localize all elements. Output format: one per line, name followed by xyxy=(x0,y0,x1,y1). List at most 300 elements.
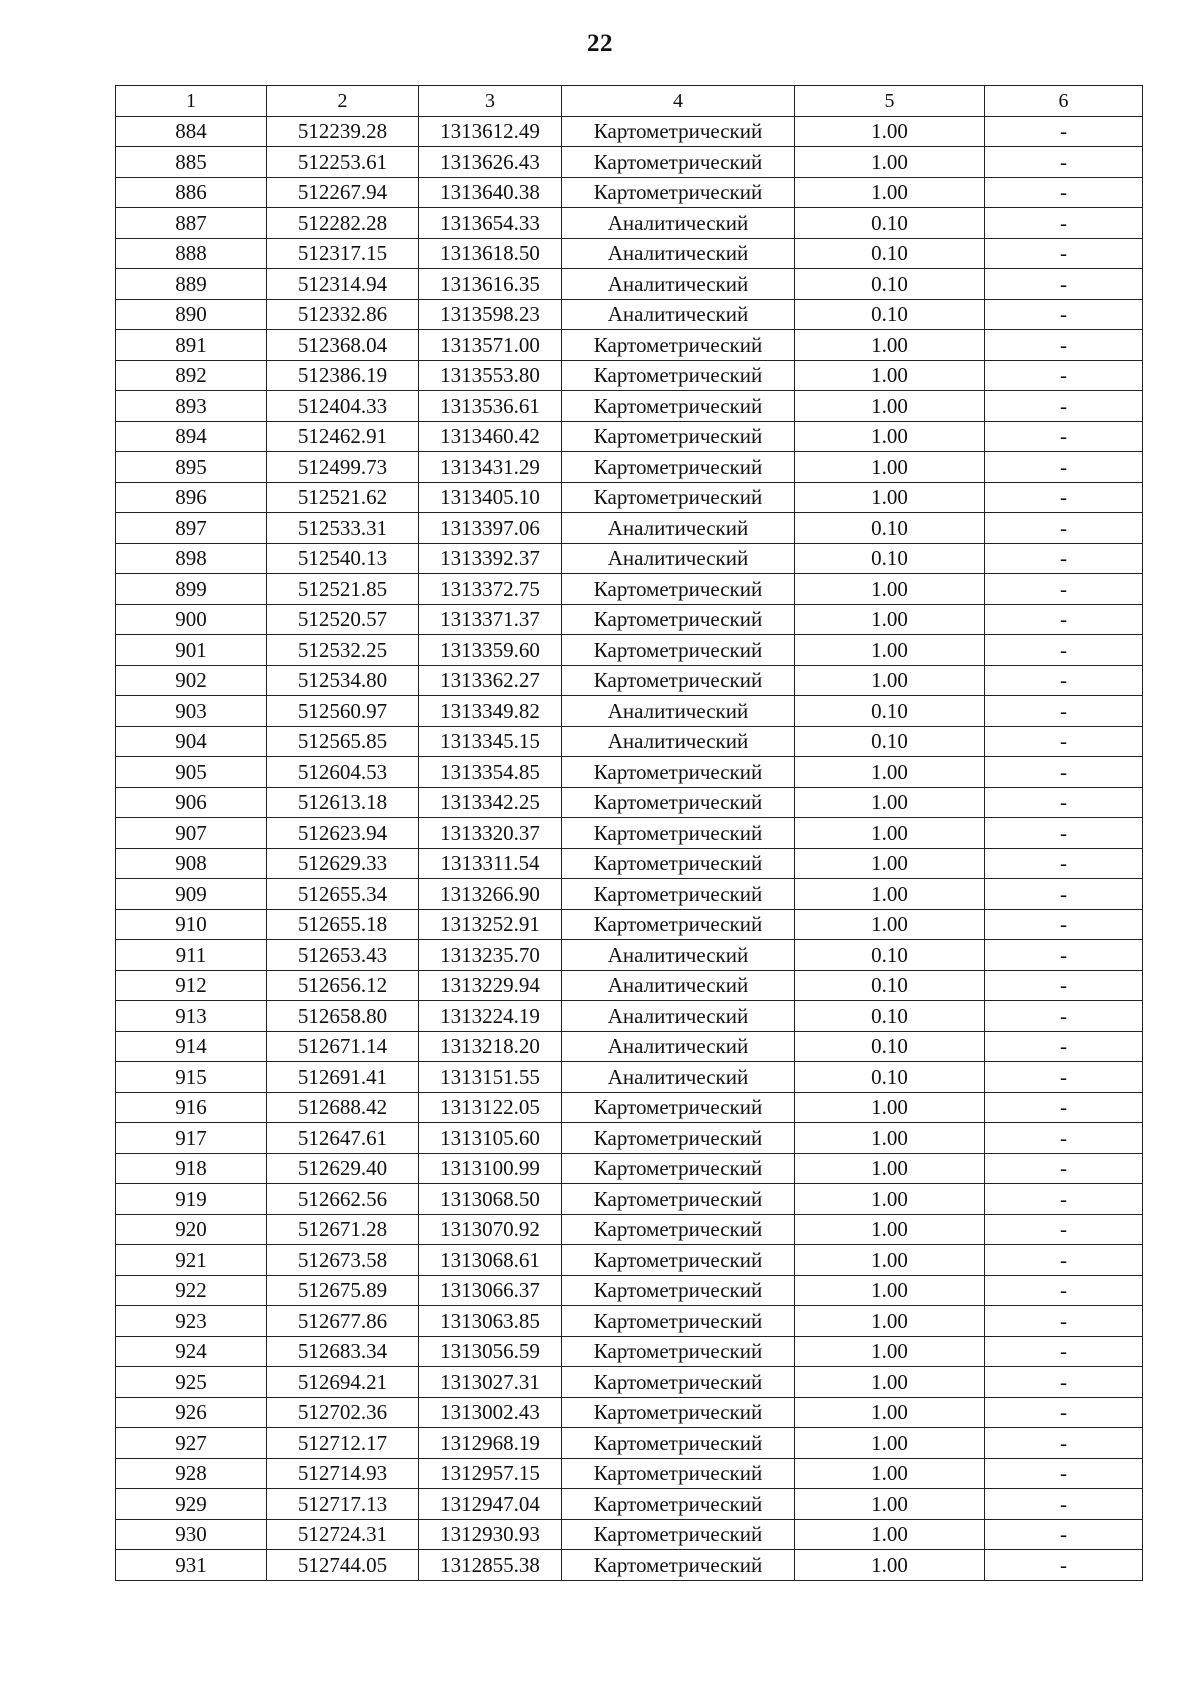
table-row xyxy=(116,269,1143,300)
note-cell: - xyxy=(985,726,1143,757)
note-cell: - xyxy=(985,1519,1143,1550)
accuracy-cell: 1.00 xyxy=(795,360,985,391)
note-cell: - xyxy=(985,1275,1143,1306)
method-cell: Картометрический xyxy=(562,1184,795,1215)
y-coordinate-cell: 1313311.54 xyxy=(419,848,562,879)
x-coordinate-cell: 512317.15 xyxy=(267,238,419,269)
y-coordinate-cell: 1313640.38 xyxy=(419,177,562,208)
method-cell: Картометрический xyxy=(562,1123,795,1154)
x-coordinate-cell: 512253.61 xyxy=(267,147,419,178)
table-row xyxy=(116,1397,1143,1428)
accuracy-cell: 1.00 xyxy=(795,879,985,910)
y-coordinate-cell: 1313342.25 xyxy=(419,787,562,818)
table-row xyxy=(116,360,1143,391)
page-number: 22 xyxy=(587,30,613,57)
point-number-cell: 918 xyxy=(116,1153,267,1184)
method-cell: Картометрический xyxy=(562,116,795,147)
point-number-cell: 897 xyxy=(116,513,267,544)
method-cell: Картометрический xyxy=(562,391,795,422)
accuracy-cell: 1.00 xyxy=(795,1123,985,1154)
method-cell: Картометрический xyxy=(562,879,795,910)
note-cell: - xyxy=(985,1214,1143,1245)
point-number-cell: 928 xyxy=(116,1458,267,1489)
table-row xyxy=(116,635,1143,666)
x-coordinate-cell: 512656.12 xyxy=(267,970,419,1001)
y-coordinate-cell: 1313536.61 xyxy=(419,391,562,422)
table-row xyxy=(116,1489,1143,1520)
x-coordinate-cell: 512691.41 xyxy=(267,1062,419,1093)
method-cell: Аналитический xyxy=(562,208,795,239)
accuracy-cell: 1.00 xyxy=(795,635,985,666)
note-cell: - xyxy=(985,1245,1143,1276)
point-number-cell: 896 xyxy=(116,482,267,513)
point-number-cell: 901 xyxy=(116,635,267,666)
accuracy-cell: 1.00 xyxy=(795,452,985,483)
accuracy-cell: 1.00 xyxy=(795,1519,985,1550)
accuracy-cell: 0.10 xyxy=(795,238,985,269)
x-coordinate-cell: 512533.31 xyxy=(267,513,419,544)
x-coordinate-cell: 512623.94 xyxy=(267,818,419,849)
x-coordinate-cell: 512540.13 xyxy=(267,543,419,574)
accuracy-cell: 1.00 xyxy=(795,421,985,452)
accuracy-cell: 1.00 xyxy=(795,391,985,422)
table-row xyxy=(116,543,1143,574)
accuracy-cell: 0.10 xyxy=(795,543,985,574)
accuracy-cell: 1.00 xyxy=(795,787,985,818)
table-row xyxy=(116,330,1143,361)
method-cell: Картометрический xyxy=(562,1489,795,1520)
method-cell: Картометрический xyxy=(562,452,795,483)
note-cell: - xyxy=(985,757,1143,788)
accuracy-cell: 0.10 xyxy=(795,513,985,544)
method-cell: Аналитический xyxy=(562,513,795,544)
table-row xyxy=(116,940,1143,971)
accuracy-cell: 1.00 xyxy=(795,604,985,635)
x-coordinate-cell: 512386.19 xyxy=(267,360,419,391)
table-header xyxy=(116,86,1143,117)
accuracy-cell: 1.00 xyxy=(795,1458,985,1489)
accuracy-cell: 1.00 xyxy=(795,909,985,940)
point-number-cell: 905 xyxy=(116,757,267,788)
method-cell: Картометрический xyxy=(562,1367,795,1398)
point-number-cell: 895 xyxy=(116,452,267,483)
y-coordinate-cell: 1313151.55 xyxy=(419,1062,562,1093)
y-coordinate-cell: 1313100.99 xyxy=(419,1153,562,1184)
method-cell: Аналитический xyxy=(562,269,795,300)
note-cell: - xyxy=(985,1550,1143,1581)
method-cell: Картометрический xyxy=(562,147,795,178)
table-row xyxy=(116,1123,1143,1154)
y-coordinate-cell: 1312947.04 xyxy=(419,1489,562,1520)
x-coordinate-cell: 512314.94 xyxy=(267,269,419,300)
table-row xyxy=(116,604,1143,635)
accuracy-cell: 1.00 xyxy=(795,1397,985,1428)
y-coordinate-cell: 1313371.37 xyxy=(419,604,562,635)
note-cell: - xyxy=(985,1306,1143,1337)
accuracy-cell: 0.10 xyxy=(795,1062,985,1093)
table-row xyxy=(116,1062,1143,1093)
note-cell: - xyxy=(985,360,1143,391)
method-cell: Аналитический xyxy=(562,940,795,971)
y-coordinate-cell: 1313405.10 xyxy=(419,482,562,513)
point-number-cell: 890 xyxy=(116,299,267,330)
x-coordinate-cell: 512560.97 xyxy=(267,696,419,727)
note-cell: - xyxy=(985,208,1143,239)
y-coordinate-cell: 1313070.92 xyxy=(419,1214,562,1245)
x-coordinate-cell: 512267.94 xyxy=(267,177,419,208)
note-cell: - xyxy=(985,1458,1143,1489)
point-number-cell: 922 xyxy=(116,1275,267,1306)
note-cell: - xyxy=(985,665,1143,696)
note-cell: - xyxy=(985,1031,1143,1062)
table-row xyxy=(116,116,1143,147)
note-cell: - xyxy=(985,421,1143,452)
point-number-cell: 925 xyxy=(116,1367,267,1398)
table-row xyxy=(116,1275,1143,1306)
method-cell: Картометрический xyxy=(562,177,795,208)
method-cell: Картометрический xyxy=(562,1428,795,1459)
point-number-cell: 891 xyxy=(116,330,267,361)
y-coordinate-cell: 1313397.06 xyxy=(419,513,562,544)
x-coordinate-cell: 512499.73 xyxy=(267,452,419,483)
method-cell: Картометрический xyxy=(562,635,795,666)
table-row xyxy=(116,1428,1143,1459)
table-row xyxy=(116,238,1143,269)
note-cell: - xyxy=(985,635,1143,666)
point-number-cell: 910 xyxy=(116,909,267,940)
note-cell: - xyxy=(985,574,1143,605)
accuracy-cell: 0.10 xyxy=(795,1001,985,1032)
method-cell: Аналитический xyxy=(562,299,795,330)
point-number-cell: 913 xyxy=(116,1001,267,1032)
accuracy-cell: 1.00 xyxy=(795,1550,985,1581)
point-number-cell: 927 xyxy=(116,1428,267,1459)
table-row xyxy=(116,1153,1143,1184)
note-cell: - xyxy=(985,177,1143,208)
note-cell: - xyxy=(985,1123,1143,1154)
x-coordinate-cell: 512717.13 xyxy=(267,1489,419,1520)
point-number-cell: 916 xyxy=(116,1092,267,1123)
table-row xyxy=(116,1184,1143,1215)
x-coordinate-cell: 512629.40 xyxy=(267,1153,419,1184)
method-cell: Аналитический xyxy=(562,726,795,757)
y-coordinate-cell: 1313122.05 xyxy=(419,1092,562,1123)
table-row xyxy=(116,1214,1143,1245)
table-row xyxy=(116,482,1143,513)
y-coordinate-cell: 1312855.38 xyxy=(419,1550,562,1581)
x-coordinate-cell: 512673.58 xyxy=(267,1245,419,1276)
point-number-cell: 899 xyxy=(116,574,267,605)
column-header: 5 xyxy=(795,86,985,117)
point-number-cell: 893 xyxy=(116,391,267,422)
y-coordinate-cell: 1313066.37 xyxy=(419,1275,562,1306)
x-coordinate-cell: 512521.62 xyxy=(267,482,419,513)
method-cell: Картометрический xyxy=(562,360,795,391)
point-number-cell: 906 xyxy=(116,787,267,818)
point-number-cell: 931 xyxy=(116,1550,267,1581)
point-number-cell: 920 xyxy=(116,1214,267,1245)
method-cell: Картометрический xyxy=(562,1397,795,1428)
table-row xyxy=(116,787,1143,818)
table-row xyxy=(116,1367,1143,1398)
y-coordinate-cell: 1313626.43 xyxy=(419,147,562,178)
method-cell: Аналитический xyxy=(562,970,795,1001)
header-row xyxy=(116,86,1143,117)
accuracy-cell: 1.00 xyxy=(795,177,985,208)
x-coordinate-cell: 512239.28 xyxy=(267,116,419,147)
x-coordinate-cell: 512662.56 xyxy=(267,1184,419,1215)
note-cell: - xyxy=(985,147,1143,178)
accuracy-cell: 0.10 xyxy=(795,299,985,330)
y-coordinate-cell: 1313229.94 xyxy=(419,970,562,1001)
accuracy-cell: 1.00 xyxy=(795,1184,985,1215)
column-header: 2 xyxy=(267,86,419,117)
note-cell: - xyxy=(985,238,1143,269)
point-number-cell: 886 xyxy=(116,177,267,208)
note-cell: - xyxy=(985,787,1143,818)
point-number-cell: 894 xyxy=(116,421,267,452)
x-coordinate-cell: 512653.43 xyxy=(267,940,419,971)
x-coordinate-cell: 512462.91 xyxy=(267,421,419,452)
table-row xyxy=(116,818,1143,849)
method-cell: Картометрический xyxy=(562,1458,795,1489)
method-cell: Картометрический xyxy=(562,1275,795,1306)
y-coordinate-cell: 1313553.80 xyxy=(419,360,562,391)
accuracy-cell: 0.10 xyxy=(795,1031,985,1062)
point-number-cell: 917 xyxy=(116,1123,267,1154)
method-cell: Картометрический xyxy=(562,1153,795,1184)
accuracy-cell: 1.00 xyxy=(795,1489,985,1520)
x-coordinate-cell: 512688.42 xyxy=(267,1092,419,1123)
note-cell: - xyxy=(985,879,1143,910)
y-coordinate-cell: 1313002.43 xyxy=(419,1397,562,1428)
method-cell: Картометрический xyxy=(562,909,795,940)
accuracy-cell: 1.00 xyxy=(795,1153,985,1184)
accuracy-cell: 1.00 xyxy=(795,482,985,513)
x-coordinate-cell: 512613.18 xyxy=(267,787,419,818)
x-coordinate-cell: 512604.53 xyxy=(267,757,419,788)
x-coordinate-cell: 512368.04 xyxy=(267,330,419,361)
note-cell: - xyxy=(985,909,1143,940)
point-number-cell: 908 xyxy=(116,848,267,879)
y-coordinate-cell: 1313392.37 xyxy=(419,543,562,574)
table-row xyxy=(116,1519,1143,1550)
x-coordinate-cell: 512565.85 xyxy=(267,726,419,757)
method-cell: Картометрический xyxy=(562,330,795,361)
note-cell: - xyxy=(985,543,1143,574)
x-coordinate-cell: 512683.34 xyxy=(267,1336,419,1367)
y-coordinate-cell: 1313616.35 xyxy=(419,269,562,300)
point-number-cell: 921 xyxy=(116,1245,267,1276)
y-coordinate-cell: 1313105.60 xyxy=(419,1123,562,1154)
column-header: 4 xyxy=(562,86,795,117)
table-row xyxy=(116,177,1143,208)
table-row xyxy=(116,1306,1143,1337)
y-coordinate-cell: 1313056.59 xyxy=(419,1336,562,1367)
x-coordinate-cell: 512671.14 xyxy=(267,1031,419,1062)
accuracy-cell: 1.00 xyxy=(795,665,985,696)
accuracy-cell: 1.00 xyxy=(795,1306,985,1337)
method-cell: Аналитический xyxy=(562,1031,795,1062)
x-coordinate-cell: 512655.18 xyxy=(267,909,419,940)
accuracy-cell: 1.00 xyxy=(795,1367,985,1398)
table-row xyxy=(116,726,1143,757)
x-coordinate-cell: 512694.21 xyxy=(267,1367,419,1398)
table-row xyxy=(116,1550,1143,1581)
table-row xyxy=(116,1458,1143,1489)
y-coordinate-cell: 1313218.20 xyxy=(419,1031,562,1062)
table-row xyxy=(116,1336,1143,1367)
note-cell: - xyxy=(985,482,1143,513)
point-number-cell: 909 xyxy=(116,879,267,910)
point-number-cell: 892 xyxy=(116,360,267,391)
table-row xyxy=(116,299,1143,330)
y-coordinate-cell: 1313362.27 xyxy=(419,665,562,696)
accuracy-cell: 0.10 xyxy=(795,940,985,971)
method-cell: Картометрический xyxy=(562,1092,795,1123)
accuracy-cell: 1.00 xyxy=(795,1245,985,1276)
y-coordinate-cell: 1313571.00 xyxy=(419,330,562,361)
note-cell: - xyxy=(985,604,1143,635)
accuracy-cell: 0.10 xyxy=(795,970,985,1001)
column-header: 3 xyxy=(419,86,562,117)
method-cell: Картометрический xyxy=(562,421,795,452)
table-row xyxy=(116,879,1143,910)
method-cell: Картометрический xyxy=(562,665,795,696)
accuracy-cell: 0.10 xyxy=(795,208,985,239)
x-coordinate-cell: 512520.57 xyxy=(267,604,419,635)
y-coordinate-cell: 1313359.60 xyxy=(419,635,562,666)
table-row xyxy=(116,665,1143,696)
point-number-cell: 929 xyxy=(116,1489,267,1520)
note-cell: - xyxy=(985,513,1143,544)
y-coordinate-cell: 1312930.93 xyxy=(419,1519,562,1550)
x-coordinate-cell: 512655.34 xyxy=(267,879,419,910)
method-cell: Картометрический xyxy=(562,604,795,635)
x-coordinate-cell: 512647.61 xyxy=(267,1123,419,1154)
note-cell: - xyxy=(985,1153,1143,1184)
x-coordinate-cell: 512404.33 xyxy=(267,391,419,422)
accuracy-cell: 1.00 xyxy=(795,1092,985,1123)
x-coordinate-cell: 512712.17 xyxy=(267,1428,419,1459)
table-row xyxy=(116,970,1143,1001)
table-row xyxy=(116,1031,1143,1062)
table-row xyxy=(116,574,1143,605)
x-coordinate-cell: 512534.80 xyxy=(267,665,419,696)
x-coordinate-cell: 512282.28 xyxy=(267,208,419,239)
note-cell: - xyxy=(985,116,1143,147)
accuracy-cell: 1.00 xyxy=(795,574,985,605)
point-number-cell: 884 xyxy=(116,116,267,147)
y-coordinate-cell: 1313266.90 xyxy=(419,879,562,910)
x-coordinate-cell: 512714.93 xyxy=(267,1458,419,1489)
point-number-cell: 930 xyxy=(116,1519,267,1550)
method-cell: Картометрический xyxy=(562,1550,795,1581)
note-cell: - xyxy=(985,1489,1143,1520)
note-cell: - xyxy=(985,452,1143,483)
point-number-cell: 900 xyxy=(116,604,267,635)
note-cell: - xyxy=(985,696,1143,727)
x-coordinate-cell: 512658.80 xyxy=(267,1001,419,1032)
point-number-cell: 889 xyxy=(116,269,267,300)
point-number-cell: 902 xyxy=(116,665,267,696)
accuracy-cell: 1.00 xyxy=(795,818,985,849)
point-number-cell: 912 xyxy=(116,970,267,1001)
accuracy-cell: 1.00 xyxy=(795,1428,985,1459)
x-coordinate-cell: 512532.25 xyxy=(267,635,419,666)
x-coordinate-cell: 512521.85 xyxy=(267,574,419,605)
point-number-cell: 923 xyxy=(116,1306,267,1337)
accuracy-cell: 1.00 xyxy=(795,330,985,361)
method-cell: Картометрический xyxy=(562,1336,795,1367)
note-cell: - xyxy=(985,1092,1143,1123)
method-cell: Картометрический xyxy=(562,1519,795,1550)
x-coordinate-cell: 512332.86 xyxy=(267,299,419,330)
y-coordinate-cell: 1313654.33 xyxy=(419,208,562,239)
point-number-cell: 887 xyxy=(116,208,267,239)
table-row xyxy=(116,757,1143,788)
table-row xyxy=(116,909,1143,940)
method-cell: Аналитический xyxy=(562,238,795,269)
point-number-cell: 888 xyxy=(116,238,267,269)
point-number-cell: 911 xyxy=(116,940,267,971)
accuracy-cell: 1.00 xyxy=(795,848,985,879)
accuracy-cell: 0.10 xyxy=(795,726,985,757)
note-cell: - xyxy=(985,330,1143,361)
y-coordinate-cell: 1313235.70 xyxy=(419,940,562,971)
x-coordinate-cell: 512677.86 xyxy=(267,1306,419,1337)
y-coordinate-cell: 1312957.15 xyxy=(419,1458,562,1489)
note-cell: - xyxy=(985,1184,1143,1215)
method-cell: Картометрический xyxy=(562,818,795,849)
table-row xyxy=(116,1001,1143,1032)
table-row xyxy=(116,452,1143,483)
y-coordinate-cell: 1313345.15 xyxy=(419,726,562,757)
method-cell: Аналитический xyxy=(562,696,795,727)
note-cell: - xyxy=(985,970,1143,1001)
x-coordinate-cell: 512702.36 xyxy=(267,1397,419,1428)
note-cell: - xyxy=(985,299,1143,330)
x-coordinate-cell: 512744.05 xyxy=(267,1550,419,1581)
method-cell: Картометрический xyxy=(562,848,795,879)
x-coordinate-cell: 512629.33 xyxy=(267,848,419,879)
point-number-cell: 926 xyxy=(116,1397,267,1428)
table-row xyxy=(116,1092,1143,1123)
point-number-cell: 919 xyxy=(116,1184,267,1215)
y-coordinate-cell: 1313354.85 xyxy=(419,757,562,788)
y-coordinate-cell: 1313027.31 xyxy=(419,1367,562,1398)
column-header: 1 xyxy=(116,86,267,117)
note-cell: - xyxy=(985,1397,1143,1428)
method-cell: Картометрический xyxy=(562,757,795,788)
point-number-cell: 885 xyxy=(116,147,267,178)
table-row xyxy=(116,147,1143,178)
point-number-cell: 903 xyxy=(116,696,267,727)
y-coordinate-cell: 1313598.23 xyxy=(419,299,562,330)
accuracy-cell: 1.00 xyxy=(795,757,985,788)
column-header: 6 xyxy=(985,86,1143,117)
method-cell: Аналитический xyxy=(562,543,795,574)
y-coordinate-cell: 1313349.82 xyxy=(419,696,562,727)
table-row xyxy=(116,513,1143,544)
point-number-cell: 914 xyxy=(116,1031,267,1062)
method-cell: Картометрический xyxy=(562,482,795,513)
y-coordinate-cell: 1313068.50 xyxy=(419,1184,562,1215)
accuracy-cell: 0.10 xyxy=(795,696,985,727)
x-coordinate-cell: 512675.89 xyxy=(267,1275,419,1306)
y-coordinate-cell: 1313612.49 xyxy=(419,116,562,147)
point-number-cell: 915 xyxy=(116,1062,267,1093)
